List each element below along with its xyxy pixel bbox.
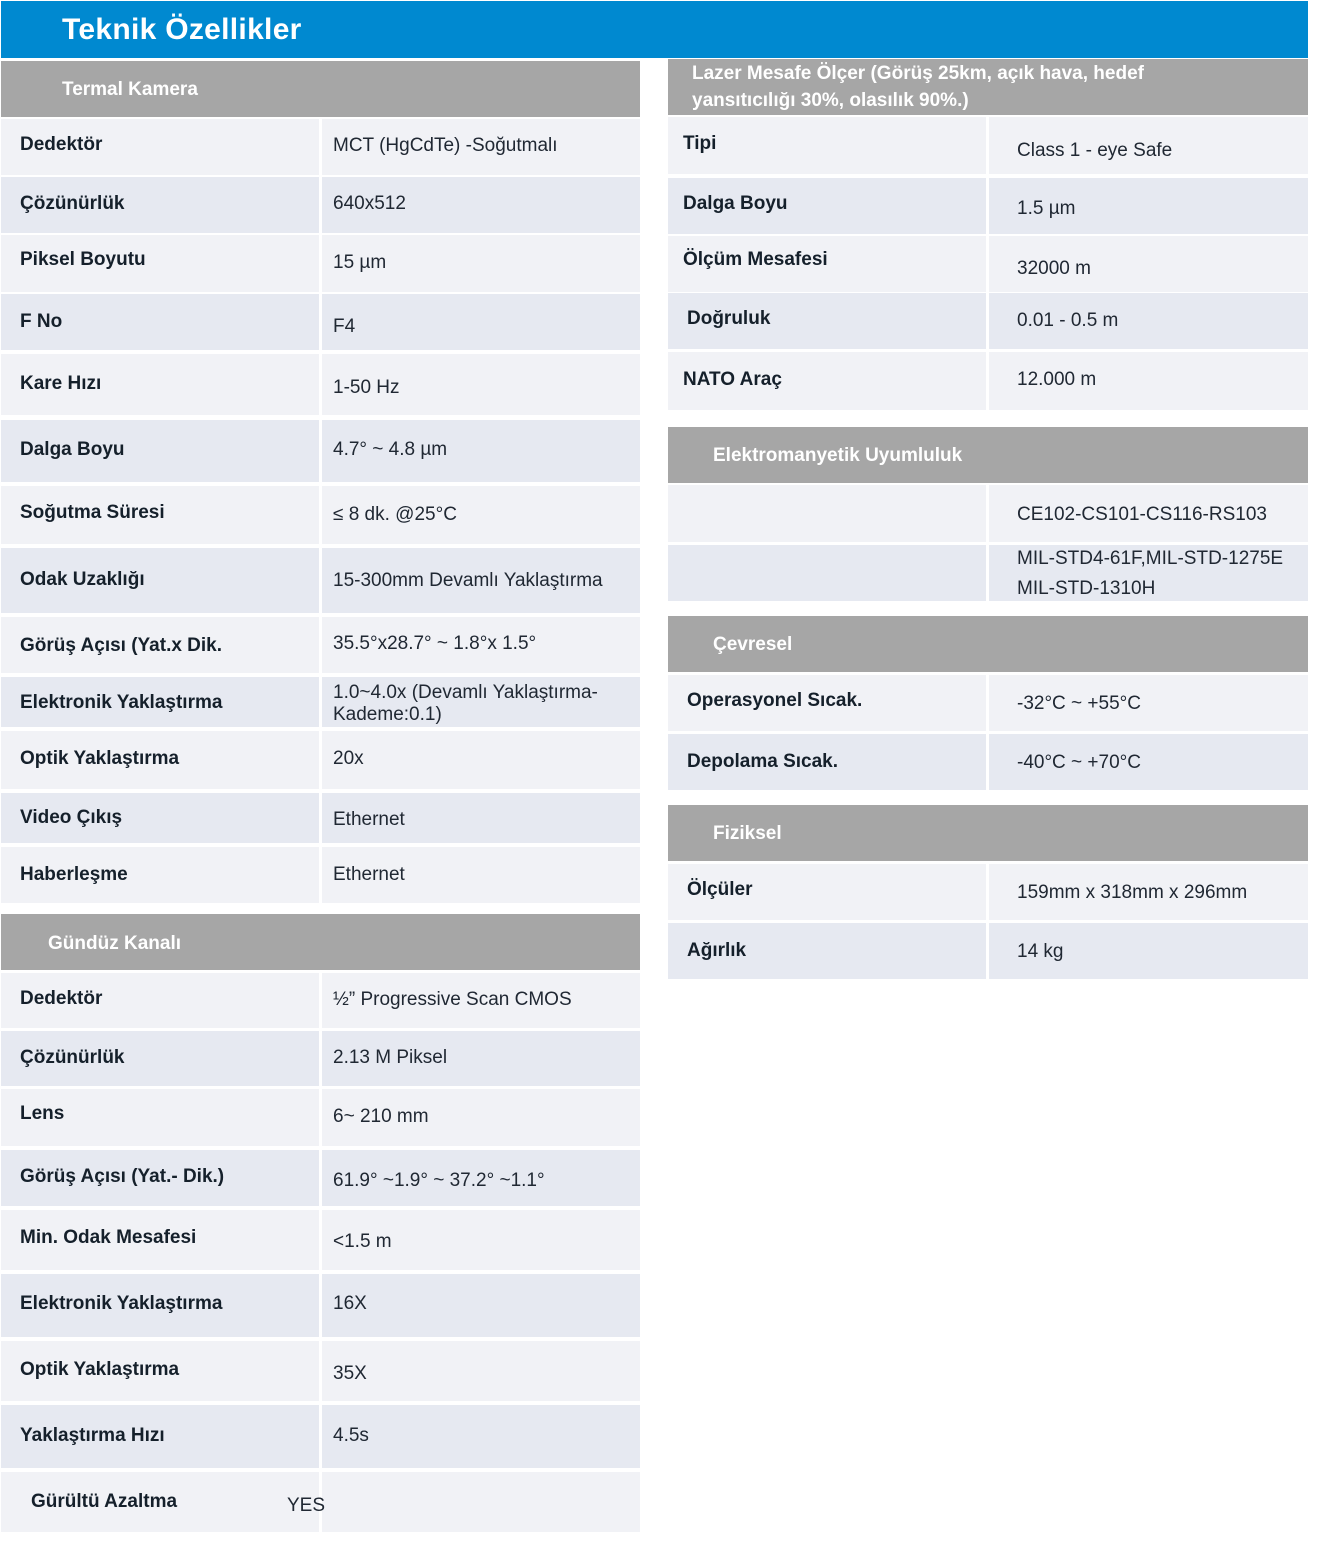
table-row [1,354,641,415]
row-label: Çözünürlük [20,193,125,214]
row-label: Depolama Sıcak. [687,751,839,772]
row-label: Yaklaştırma Hızı [20,1425,165,1446]
section-header-environment [668,616,1308,672]
row-value: 159mm x 318mm x 296mm [1017,882,1248,903]
table-row [1,1150,641,1206]
row-value: Ethernet [333,864,405,885]
row-value: 15 µm [333,252,387,273]
row-label: Kare Hızı [20,373,102,394]
section-header-day [1,914,640,970]
section-title-emc: Elektromanyetik Uyumluluk [713,445,963,466]
row-value: 4.7° ~ 4.8 µm [333,439,448,460]
row-label: F No [20,311,63,332]
row-label: Gürültü Azaltma [31,1491,178,1512]
table-row [1,119,641,175]
table-row [668,734,1308,790]
row-value: 0.01 - 0.5 m [1017,310,1119,331]
row-value: 61.9° ~1.9° ~ 37.2° ~1.1° [333,1170,545,1191]
table-row [1,973,641,1028]
row-value: 32000 m [1017,258,1091,279]
table-row [1,793,641,843]
row-label: Görüş Açısı (Yat.x Dik. [20,635,223,656]
row-value: 35.5°x28.7° ~ 1.8°x 1.5° [333,633,537,654]
table-row [668,864,1308,920]
table-row [1,294,641,350]
page-title: Teknik Özellikler [62,13,302,46]
table-row [1,1210,641,1270]
row-label: Dedektör [20,988,103,1009]
row-label: Doğruluk [687,308,771,329]
table-row [668,117,1308,174]
row-label: Elektronik Yaklaştırma [20,692,223,713]
row-value: 1.0~4.0x (Devamlı Yaklaştırma- [333,682,598,703]
row-label: Video Çıkış [20,807,123,828]
row-label: Görüş Açısı (Yat.- Dik.) [20,1166,225,1187]
section-title-day: Gündüz Kanalı [48,933,181,954]
row-label: Soğutma Süresi [20,502,165,523]
section-header-laser [668,59,1308,115]
row-value: -32°C ~ +55°C [1017,693,1141,714]
row-value: 640x512 [333,193,406,214]
table-row [1,420,641,482]
row-value: ½” Progressive Scan CMOS [333,989,572,1010]
section-header-physical [668,805,1308,861]
table-row [668,545,1308,601]
row-value-line2: MIL-STD-1310H [1017,578,1156,599]
row-value: MIL-STD4-61F,MIL-STD-1275E [1017,548,1284,569]
row-value: 16X [333,1293,367,1314]
table-row [668,236,1308,292]
table-row [1,731,641,789]
table-row [668,293,1308,349]
row-value: Class 1 - eye Safe [1017,140,1173,161]
table-row [1,1472,641,1532]
row-value: MCT (HgCdTe) -Soğutmalı [333,135,558,156]
table-row [668,485,1308,542]
table-row [1,1089,641,1146]
row-label: Ağırlık [687,940,747,961]
table-row [1,617,641,673]
table-row [668,178,1308,234]
row-value: -40°C ~ +70°C [1017,752,1141,773]
row-value: 4.5s [333,1425,369,1446]
section-title-laser-line1: Lazer Mesafe Ölçer (Görüş 25km, açık hava, hedef [692,63,1144,84]
table-row [1,1274,641,1337]
table-row [668,352,1308,410]
table-row [1,548,641,613]
row-label: Piksel Boyutu [20,249,146,270]
row-value: <1.5 m [333,1231,392,1252]
row-label: Dalga Boyu [683,193,788,214]
table-row [1,847,641,903]
row-label: Çözünürlük [20,1047,125,1068]
section-title-physical: Fiziksel [713,823,782,844]
row-label: Min. Odak Mesafesi [20,1227,197,1248]
row-label: NATO Araç [683,369,782,390]
table-row [1,486,641,544]
row-label: Dedektör [20,134,103,155]
section-title-laser-line2: yansıtıcılığı 30%, olasılık 90%.) [692,90,969,111]
row-label: Operasyonel Sıcak. [687,690,863,711]
table-row [1,235,641,292]
row-value: Ethernet [333,809,405,830]
row-label: Optik Yaklaştırma [20,748,180,769]
row-value-line2: Kademe:0.1) [333,704,442,725]
section-header-emc [668,427,1308,483]
section-title-thermal: Termal Kamera [62,79,198,100]
row-label: Odak Uzaklığı [20,569,145,590]
row-value: 15-300mm Devamlı Yaklaştırma [333,570,603,591]
row-label: Ölçüler [687,879,753,900]
row-value: YES [287,1495,326,1516]
row-label: Elektronik Yaklaştırma [20,1293,223,1314]
section-header-thermal [1,61,640,117]
row-value: 1.5 µm [1017,198,1076,219]
table-row [1,677,641,727]
row-label: Optik Yaklaştırma [20,1359,180,1380]
row-value: 2.13 M Piksel [333,1047,448,1068]
row-value: 14 kg [1017,941,1064,962]
row-label: Ölçüm Mesafesi [683,249,828,270]
row-value: 20x [333,748,364,769]
row-value: 35X [333,1363,367,1384]
table-row [1,1405,641,1468]
section-title-environment: Çevresel [713,634,793,655]
table-row [1,1031,641,1086]
table-row [668,675,1308,731]
table-row [1,1341,641,1401]
row-label: Lens [20,1103,65,1124]
row-label: Dalga Boyu [20,439,125,460]
row-label: Tipi [683,133,717,154]
row-label: Haberleşme [20,864,128,885]
table-row [1,177,641,233]
row-value: 1-50 Hz [333,377,400,398]
row-value: 6~ 210 mm [333,1106,429,1127]
row-value: CE102-CS101-CS116-RS103 [1017,504,1267,525]
row-value: F4 [333,316,356,337]
row-value: ≤ 8 dk. @25°C [333,504,457,525]
row-value: 12.000 m [1017,369,1097,390]
page-header-bar [1,1,1308,58]
table-row [668,923,1308,979]
